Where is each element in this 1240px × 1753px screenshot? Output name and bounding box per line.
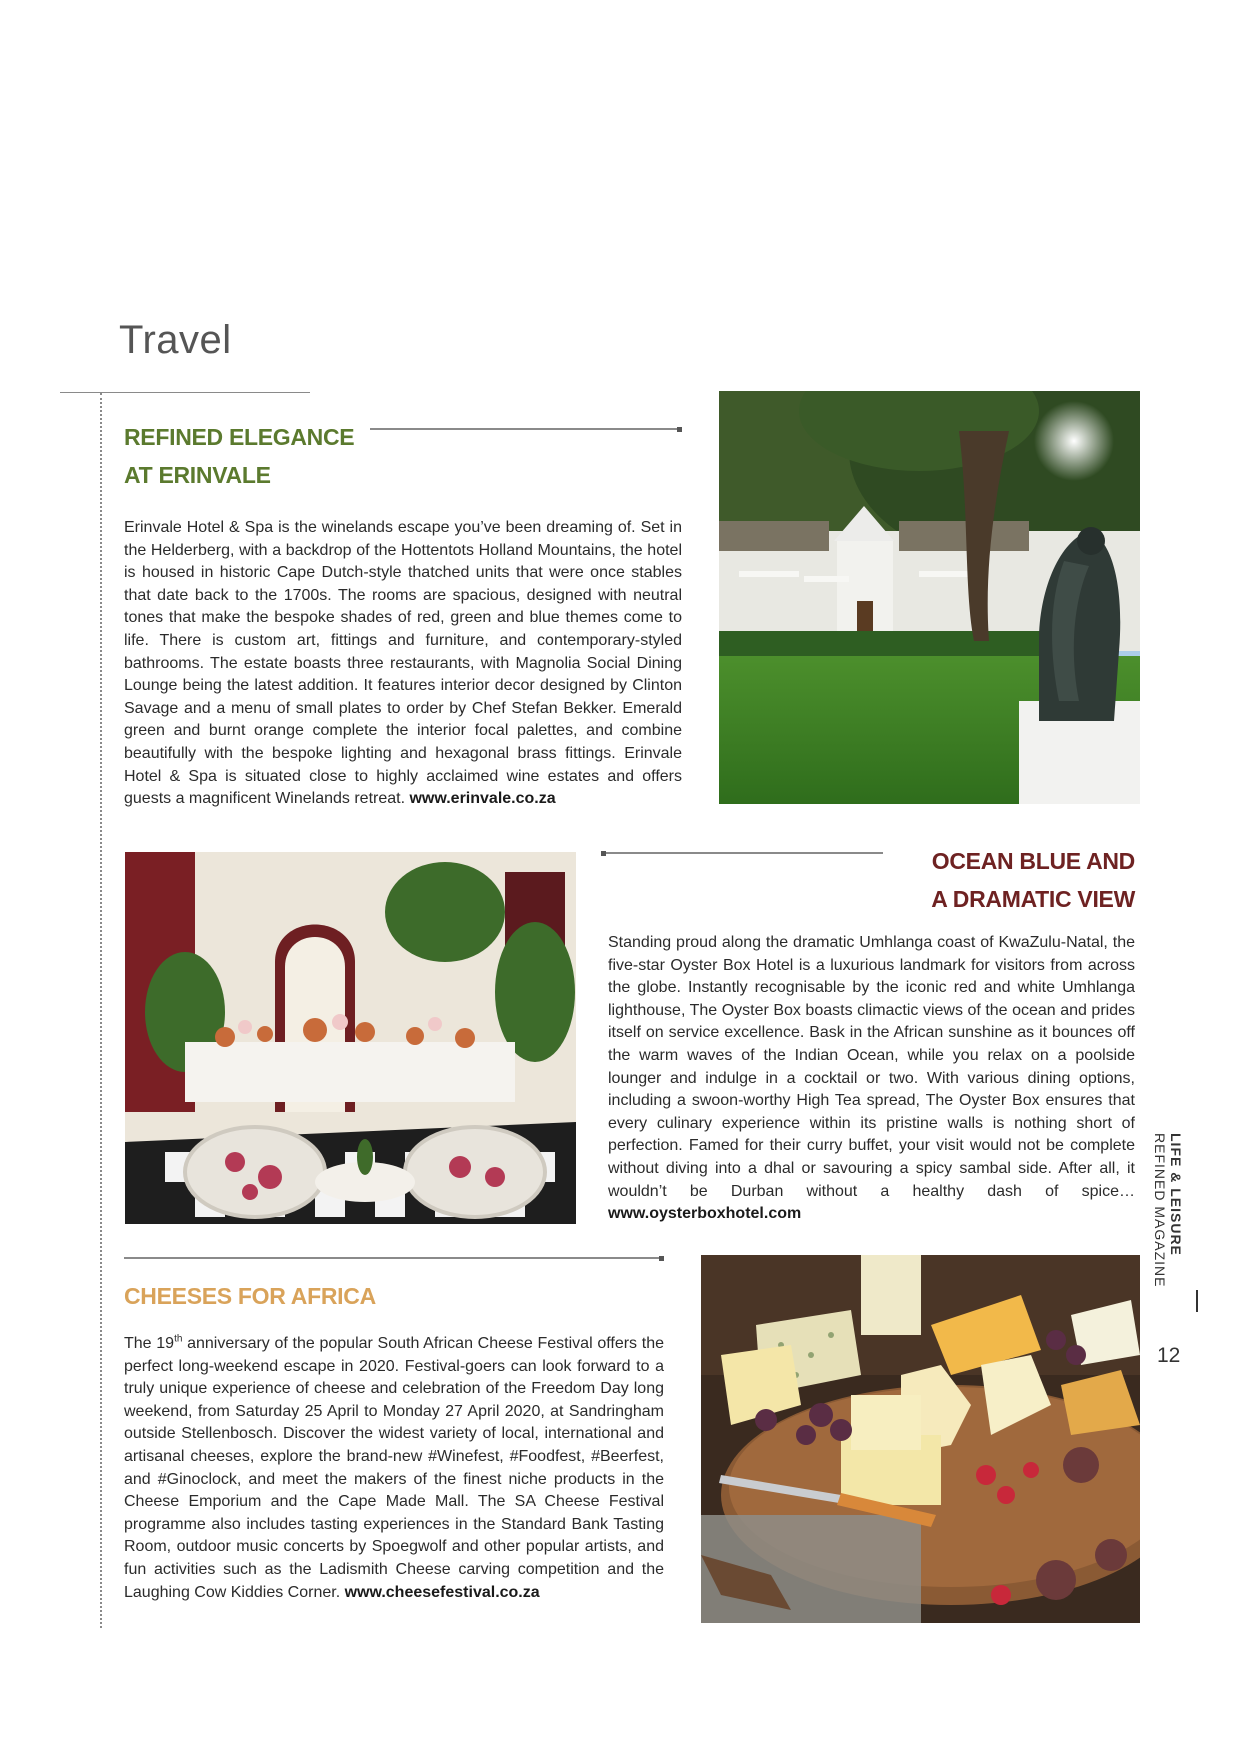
article-heading-erinvale: REFINED ELEGANCE AT ERINVALE	[124, 424, 355, 488]
article-body-cheese: The 19th anniversary of the popular South African Cheese Festival offers the perfect long-weekend escape in 2020. Festival-goers can look forward to a truly unique experience of cheese and celebration of the Freedom Day long weekend, from Saturday 25 April to Monday 27 April 2020, at Sandringham outside Stellenbosch. Discover the widest variety of local, international and artisanal cheeses, explore the brand-new #Winefest, #Foodfest, #Beerfest, and #Ginoclock, and meet the makers of the finest niche products in the Cheese Emporium and the Cape Made Mall. The SA Cheese Festival programme also includes tasting experiences in the Standard Bank Tasting Room, outdoor music concerts by Spoegwolf and other popular artists, and fun activities such as the Ladismith Cheese carving competition and the Laughing Cow Kiddies Corner. www.cheesefestival.co.za	[124, 1333, 664, 1601]
cheese-board-photo	[701, 1255, 1140, 1623]
magazine-side-label: LIFE & LEISURE REFINED MAGAZINE	[1152, 1133, 1184, 1288]
article-heading-cheese: CHEESES FOR AFRICA	[124, 1283, 376, 1309]
page-number: 12	[1157, 1344, 1181, 1367]
header-rule	[60, 392, 310, 393]
article-link-cheese[interactable]: www.cheesefestival.co.za	[344, 1583, 540, 1601]
article-heading-oysterbox: OCEAN BLUE AND A DRAMATIC VIEW	[931, 848, 1135, 912]
erinvale-hotel-photo	[719, 391, 1140, 804]
article-link-erinvale[interactable]: www.erinvale.co.za	[409, 790, 556, 808]
article-rule-erinvale	[370, 428, 680, 430]
article-body-oysterbox: Standing proud along the dramatic Umhlanga coast of KwaZulu-Natal, the five-star Oyster Box Hotel is a luxurious landmark for visitors from across the globe. Instantly recognisable by the iconic red and white Umhlanga lighthouse, The Oyster Box boasts climactic views of the ocean and prides itself on service excellence. Bask in the African sunshine as it bounces off the warm waves of the Indian Ocean, while you relax on a poolside lounger and indulge in a cocktail or two. With various dining options, including a swoon-worthy High Tea spread, The Oyster Box ensures that every culinary experience within its pristine walls is nothing short of perfection. Famed for their curry buffet, your visit would not be complete without diving into a dhal or savouring a spicy sambal side. After all, it wouldn’t be Durban without a healthy dash of spice…www.oysterboxhotel.com	[608, 934, 1135, 1223]
oyster-box-dining-photo	[125, 852, 576, 1224]
dotted-margin-rule	[100, 393, 102, 1628]
article-rule-cheese	[124, 1257, 662, 1259]
article-body-erinvale: Erinvale Hotel & Spa is the winelands escape you’ve been dreaming of. Set in the Helderberg, with a backdrop of the Hottentots Holland Mountains, the hotel is housed in historic Cape Dutch-style thatched units that were once stables that date back to the 1700s. The rooms are spacious, designed with neutral tones that make the bespoke shades of red, green and blue themes come to life. There is custom art, fittings and furniture, and contemporary-styled bathrooms. The estate boasts three restaurants, with Magnolia Social Dining Lounge being the latest addition. It features interior decor designed by Clinton Savage and a menu of small plates to order by Chef Stefan Bekker. Emerald green and burnt orange complete the interior focal palettes, and combine beautifully with the bespoke lighting and hexagonal brass fittings. Erinvale Hotel & Spa is situated close to highly acclaimed wine estates and offers guests a magnificent Winelands retreat. www.erinvale.co.za	[124, 519, 682, 808]
section-title: Travel	[119, 318, 232, 362]
article-link-oysterbox[interactable]: www.oysterboxhotel.com	[608, 1205, 802, 1223]
side-label-bar	[1196, 1290, 1198, 1312]
